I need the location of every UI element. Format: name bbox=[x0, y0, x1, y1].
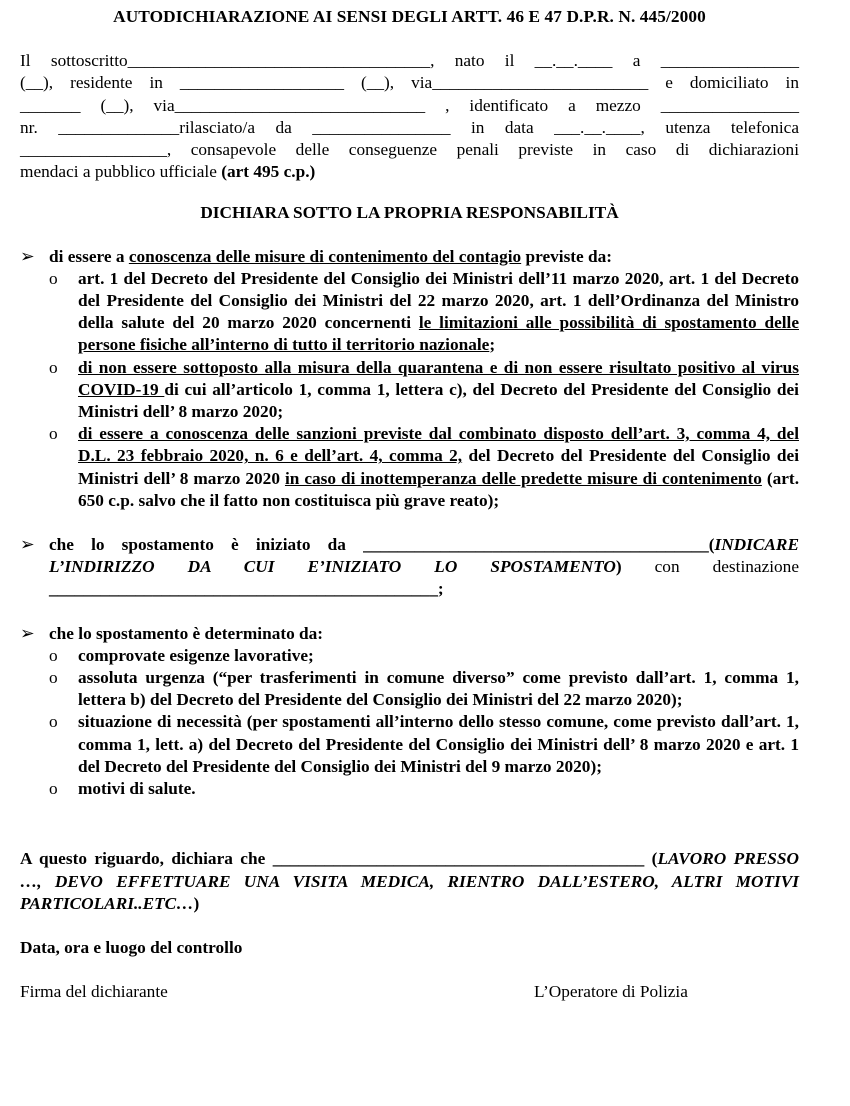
sub-item-text: situazione di necessità (per spostamenti all’interno dello stesso comune, come previsto dall’art. 1, comma 1, lett. a) del Decreto del Presidente del Consiglio dei Ministri dell’ 8 marzo 2020 e art. 1 del Decreto del Presidente del Consiglio dei Ministri del 9 marzo 2020); bbox=[78, 712, 799, 776]
data-ora-luogo-label: Data, ora e luogo del controllo bbox=[20, 937, 243, 957]
signatures-row bbox=[20, 981, 799, 1003]
sub-item-text: motivi di salute. bbox=[78, 779, 196, 799]
conclusione-paragraph bbox=[20, 848, 799, 915]
circle-bullet-icon: o bbox=[49, 779, 58, 799]
sub-3-text-b: (art. 650 c.p. salvo che il fatto non costituisca più grave reato); bbox=[78, 468, 800, 510]
firma-dichiarante-label: Firma del dichiarante bbox=[20, 982, 168, 1002]
arrow-bullet-icon: ➢ bbox=[20, 246, 35, 266]
intro-line-1: Il sottoscritto___________________________________, nato il __.__.____ a ________________ bbox=[20, 51, 799, 71]
bullet-1-text-underlined: conoscenza delle misure di contenimento del contagio bbox=[128, 246, 522, 266]
bullet-2-line-1 bbox=[49, 534, 799, 578]
dichiara-heading: DICHIARA SOTTO LA PROPRIA RESPONSABILITÀ bbox=[200, 203, 619, 223]
sub-2-text-b: di cui all’articolo 1, comma 1, lettera c), del Decreto del Presidente del Consiglio dei Ministri dell’ 8 marzo 2020; bbox=[78, 379, 799, 422]
sub-item-assoluta-urgenza bbox=[20, 667, 799, 711]
sub-1-text-b: ; bbox=[489, 335, 496, 355]
arrow-bullet-icon: ➢ bbox=[20, 535, 35, 555]
bullet-2-text-italic: INDICARE L’INDIRIZZO DA CUI E’INIZIATO LO SPOSTAMENTO bbox=[49, 535, 799, 577]
circle-bullet-icon: o bbox=[49, 668, 58, 688]
bullet-spostamento-iniziato bbox=[20, 534, 799, 601]
bullet-2-text-a: che lo spostamento è iniziato da ________________________________________( bbox=[49, 535, 715, 555]
document-page bbox=[20, 0, 799, 1003]
sub-item-text: comprovate esigenze lavorative; bbox=[78, 645, 314, 665]
arrow-bullet-icon: ➢ bbox=[20, 623, 35, 643]
bullet-2-text-b: ) bbox=[615, 557, 622, 577]
sub-item-sanzioni bbox=[20, 423, 799, 512]
bullet-1-text-b: previste da: bbox=[521, 246, 613, 266]
sub-3-text-underlined-2: in caso di inottemperanza delle predette misure di contenimento bbox=[284, 468, 762, 488]
bullet-2-line-2: _____________________________________________; bbox=[49, 579, 444, 599]
conclusione-text-italic: LAVORO PRESSO …, DEVO EFFETTUARE UNA VISITA MEDICA, RIENTRO DALL’ESTERO, ALTRI MOTIVI PARTICOLARI..ETC… bbox=[20, 849, 799, 913]
sub-3-text-a: del Decreto del Presidente del Consiglio dei Ministri dell’ 8 marzo 2020 bbox=[78, 446, 799, 488]
circle-bullet-icon: o bbox=[49, 712, 58, 732]
document-title: AUTODICHIARAZIONE AI SENSI DEGLI ARTT. 46 E 47 D.P.R. N. 445/2000 bbox=[113, 7, 706, 26]
intro-line-2: (__), residente in ___________________ (__), via_________________________ e domiciliato in bbox=[20, 73, 799, 93]
sub-3-text-underlined-1: di essere a conoscenza delle sanzioni previste dal combinato disposto dell’art. 3, comma 4, del D.L. 23 febbraio 2020, n. 6 e dell’art. 4, comma 2, bbox=[78, 424, 799, 466]
sub-item-text: assoluta urgenza (“per trasferimenti in comune diverso” come previsto dall’art. 1, comma 1, lettera b) del Decreto del Presidente del Consiglio dei Ministri del 22 marzo 2020); bbox=[78, 668, 799, 710]
circle-bullet-icon: o bbox=[49, 424, 58, 444]
intro-art-495: (art 495 c.p.) bbox=[221, 162, 316, 182]
bullet-1-text-a: di essere a bbox=[49, 246, 129, 266]
sub-1-text-a: art. 1 del Decreto del Presidente del Consiglio dei Ministri dell’11 marzo 2020, art. 1 del Decreto del Presidente del Consiglio dei Ministri del 22 marzo 2020, art. 1 dell’Ordinanza del Ministro della salute del 20 marzo 2020 concernenti bbox=[78, 268, 799, 333]
bullet-conoscenza-misure bbox=[20, 246, 799, 268]
bullet-spostamento-determinato bbox=[20, 623, 799, 645]
sub-item-situazione-necessita bbox=[20, 711, 799, 778]
bullet-3-text: che lo spostamento è determinato da: bbox=[49, 623, 324, 643]
conclusione-text-b: ) bbox=[193, 893, 200, 913]
sub-item-esigenze-lavorative bbox=[20, 645, 799, 667]
circle-bullet-icon: o bbox=[49, 357, 58, 377]
sub-item-quarantena bbox=[20, 357, 799, 424]
intro-line-5: _________________, consapevole delle conseguenze penali previste in caso di dichiarazioni bbox=[20, 140, 799, 160]
operatore-polizia-label: L’Operatore di Polizia bbox=[534, 982, 688, 1002]
intro-line-6 bbox=[20, 161, 799, 183]
circle-bullet-icon: o bbox=[49, 645, 58, 665]
intro-line-6-text: mendaci a pubblico ufficiale bbox=[20, 162, 222, 182]
conclusione-text-a: A questo riguardo, dichiara che ___________________________________________ ( bbox=[20, 849, 658, 869]
sub-item-motivi-salute bbox=[20, 778, 799, 800]
sub-1-text-underlined: le limitazioni alle possibilità di spostamento delle persone fisiche all’interno di tutto il territorio nazionale bbox=[78, 313, 800, 355]
sub-2-text-underlined: di non essere sottoposto alla misura della quarantena e di non essere risultato positivo al virus COVID-19 bbox=[78, 357, 799, 399]
intro-paragraph bbox=[20, 50, 799, 183]
sub-item-limitazioni bbox=[20, 268, 799, 357]
intro-line-3: _______ (__), via_____________________________ , identificato a mezzo ________________ bbox=[20, 95, 799, 115]
bullet-2-destinazione: con destinazione bbox=[621, 557, 799, 577]
circle-bullet-icon: o bbox=[49, 268, 58, 288]
intro-line-4: nr. ______________rilasciato/a da ________________ in data ___.__.____, utenza telefonica bbox=[20, 117, 799, 137]
